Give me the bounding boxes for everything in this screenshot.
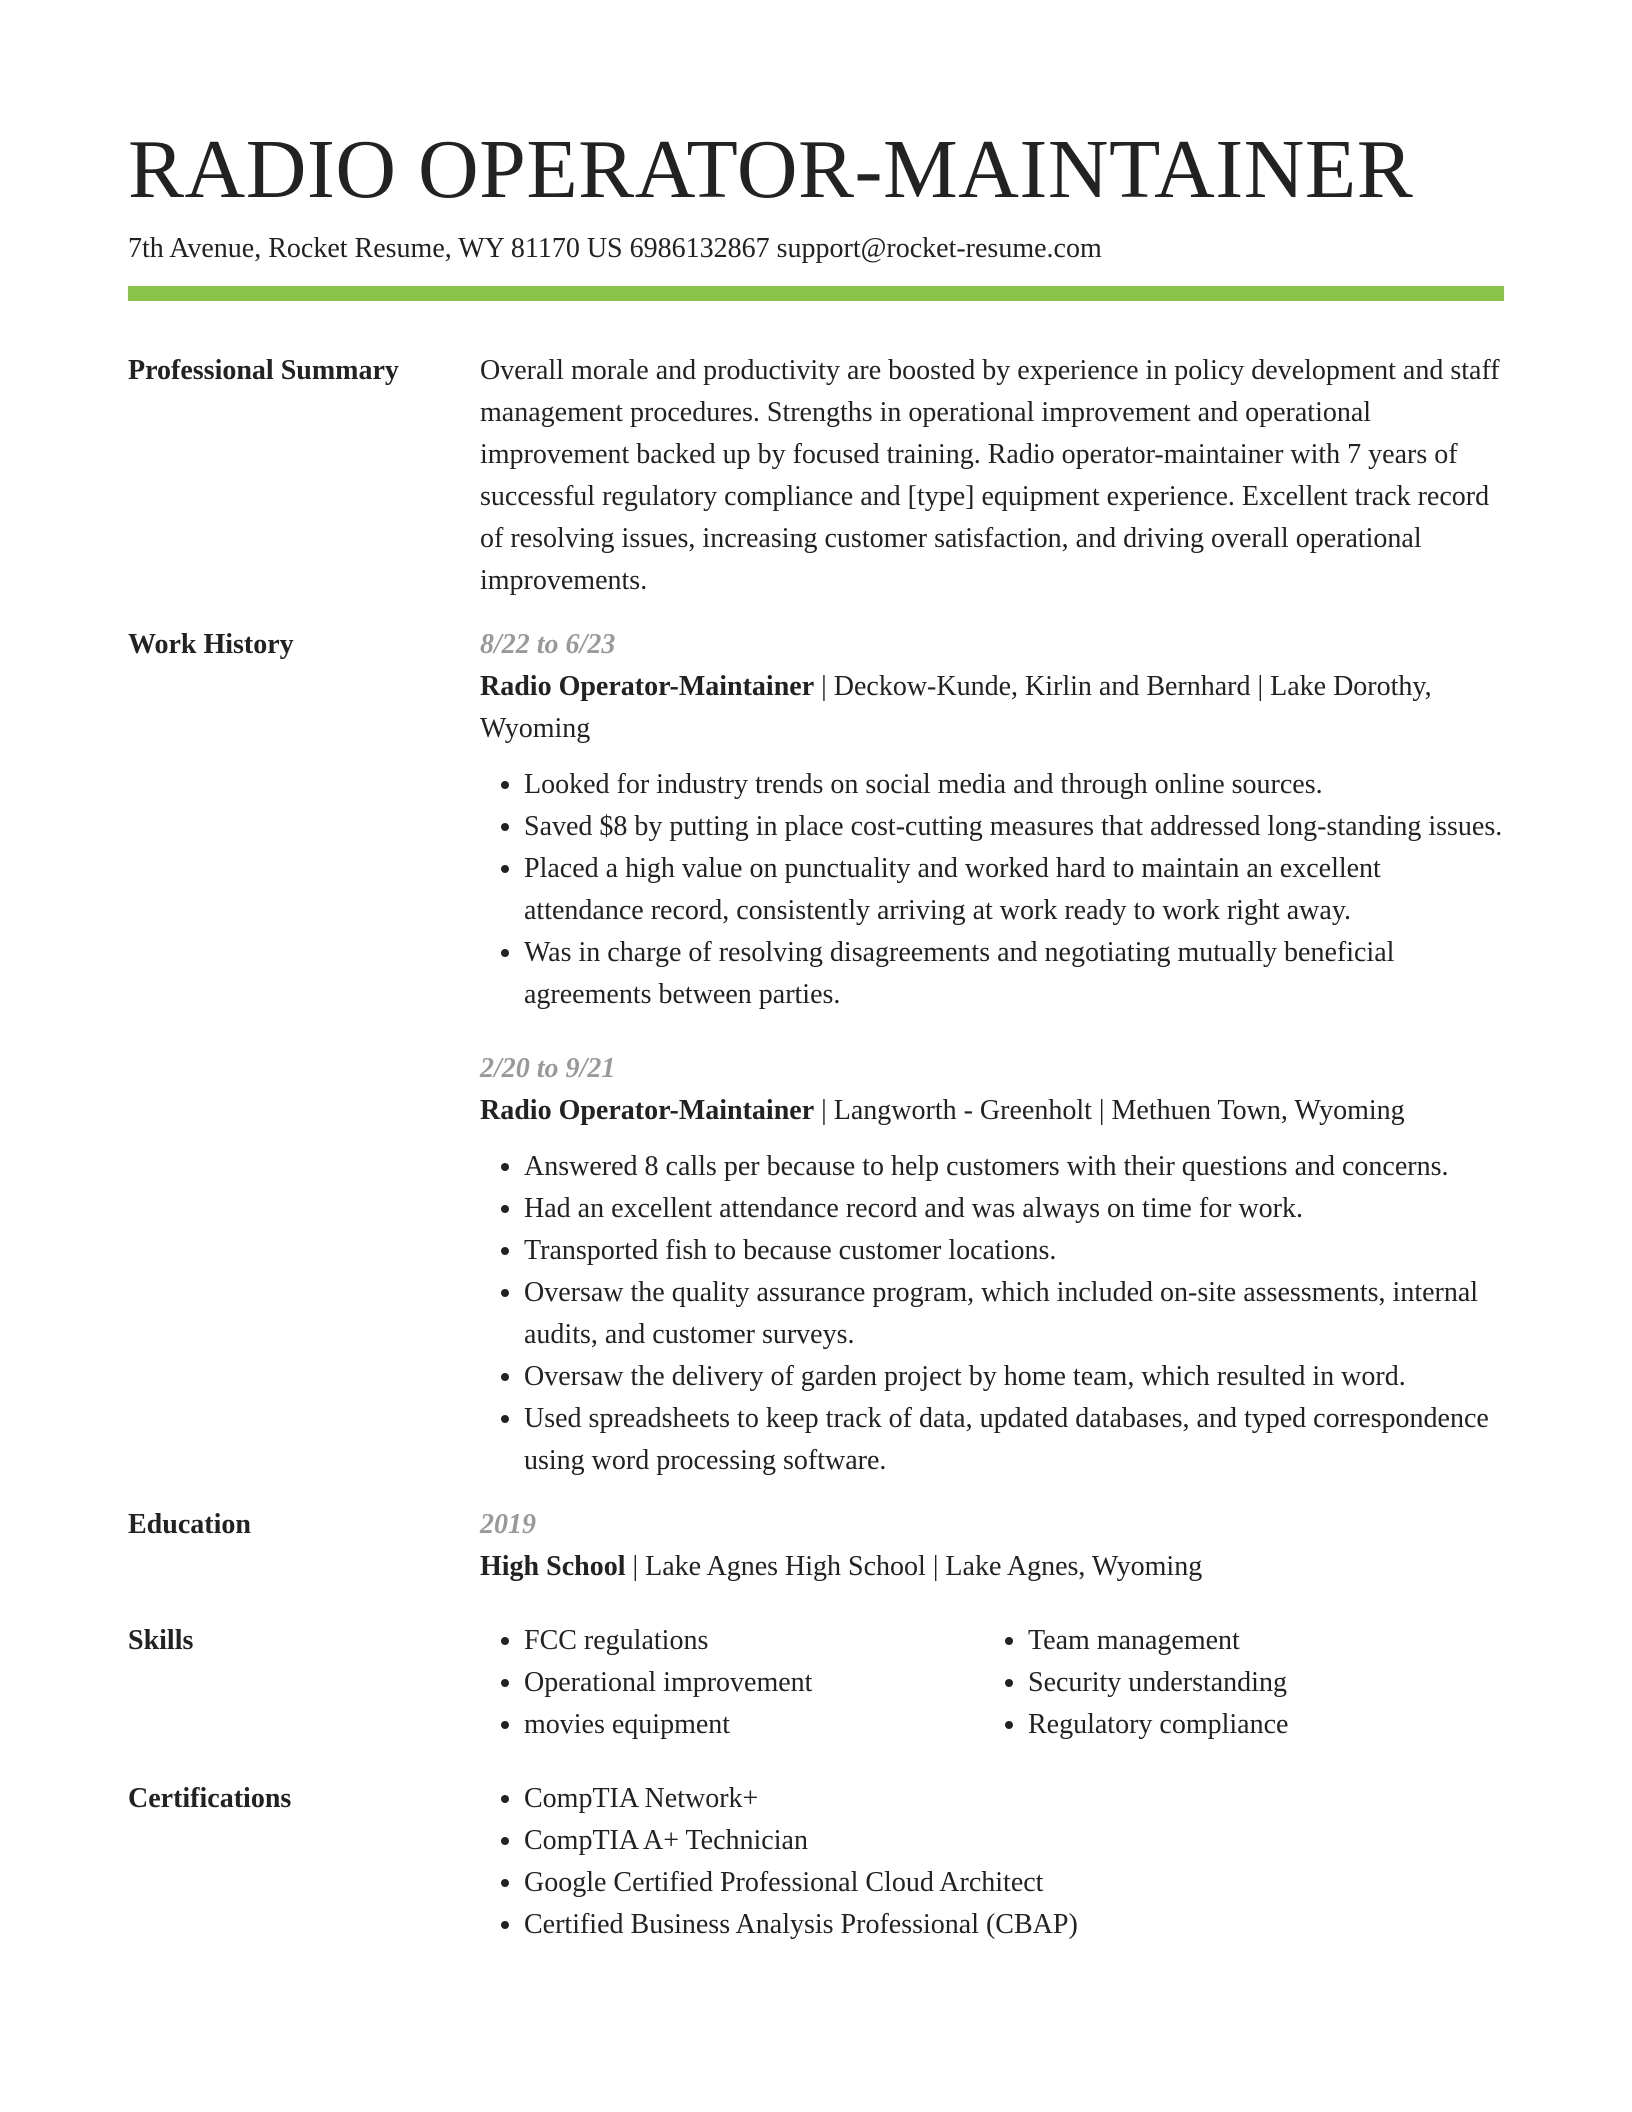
skill-item: • FCC regulations (524, 1620, 1028, 1662)
summary-text: Overall morale and productivity are boosted by experience in policy development and staff management procedures. Strengths in operational improvement and operational improvement backed up by focused training. Radio operator-maintainer with 7 years of successful regulatory compliance and [type] equipment experience. Excellent track record of resolving issues, increasing customer satisfaction, and driving overall operational improvements. (480, 355, 1500, 596)
skill-item: • Security understanding (1028, 1662, 1532, 1704)
job-bullet: • Placed a high value on punctuality and worked hard to maintain an excellent attendance record, consistently arriving at work ready to work right away. (524, 848, 1504, 932)
job-title: Radio Operator-Maintainer (480, 1095, 815, 1126)
work-history-body (480, 624, 1504, 1482)
job-heading (480, 1090, 1504, 1132)
skills-body (480, 1620, 1532, 1746)
job-dates: 2/20 to 9/21 (480, 1053, 616, 1084)
skills-section (128, 1620, 1504, 1746)
job-details: | Langworth - Greenholt | Methuen Town, Wyoming (814, 1095, 1405, 1126)
skill-item: • Operational improvement (524, 1662, 1028, 1704)
certification-item: • CompTIA Network+ (524, 1778, 1504, 1820)
education-details: | Lake Agnes High School | Lake Agnes, Wyoming (625, 1551, 1203, 1582)
job-bullet: • Had an excellent attendance record and was always on time for work. (524, 1188, 1504, 1230)
education-heading (480, 1546, 1504, 1588)
job-bullets (480, 764, 1504, 1016)
job-entry (480, 1048, 1504, 1482)
job-heading (480, 666, 1504, 750)
education-section (128, 1504, 1504, 1588)
job-entry (480, 624, 1504, 1016)
job-bullet: • Transported fish to because customer locations. (524, 1230, 1504, 1272)
summary-section (128, 350, 1504, 602)
certification-item: • CompTIA A+ Technician (524, 1820, 1504, 1862)
job-bullet: • Was in charge of resolving disagreements and negotiating mutually beneficial agreements between parties. (524, 932, 1504, 1016)
section-label-work: Work History (128, 629, 294, 660)
section-label-education: Education (128, 1509, 251, 1540)
job-bullets (480, 1146, 1504, 1482)
section-label-certifications: Certifications (128, 1783, 292, 1814)
skill-item: • Team management (1028, 1620, 1532, 1662)
job-title: Radio Operator-Maintainer (480, 671, 815, 702)
section-label-summary: Professional Summary (128, 355, 399, 386)
job-details: | Deckow-Kunde, Kirlin and Bernhard | Lake Dorothy, Wyoming (480, 671, 1432, 744)
section-label-skills: Skills (128, 1625, 194, 1656)
resume-sections (128, 350, 1504, 1946)
certifications-body (480, 1778, 1504, 1946)
certification-item: • Certified Business Analysis Professional (CBAP) (524, 1904, 1504, 1946)
contact-info: 7th Avenue, Rocket Resume, WY 81170 US 6986132867 support@rocket-resume.com (128, 233, 1102, 264)
certifications-list (480, 1778, 1504, 1946)
resume-name: RADIO OPERATOR-MAINTAINER (128, 123, 1414, 216)
header-divider (128, 286, 1504, 301)
job-bullet: • Oversaw the delivery of garden project by home team, which resulted in word. (524, 1356, 1504, 1398)
job-dates: 8/22 to 6/23 (480, 629, 616, 660)
job-bullet: • Saved $8 by putting in place cost-cutting measures that addressed long-standing issues. (524, 806, 1504, 848)
certification-item: • Google Certified Professional Cloud Architect (524, 1862, 1504, 1904)
education-year: 2019 (480, 1509, 536, 1540)
summary-body (480, 350, 1504, 602)
work-history-section (128, 624, 1504, 1482)
skills-list (480, 1620, 1532, 1746)
certifications-section (128, 1778, 1504, 1946)
job-bullet: • Oversaw the quality assurance program, which included on-site assessments, internal audits, and customer surveys. (524, 1272, 1504, 1356)
job-bullet: • Looked for industry trends on social media and through online sources. (524, 764, 1504, 806)
job-bullet: • Used spreadsheets to keep track of data, updated databases, and typed correspondence using word processing software. (524, 1398, 1504, 1482)
education-body (480, 1504, 1504, 1588)
skill-item: • Regulatory compliance (1028, 1704, 1532, 1746)
skill-item: • movies equipment (524, 1704, 1028, 1746)
education-degree: High School (480, 1551, 626, 1582)
job-bullet: • Answered 8 calls per because to help customers with their questions and concerns. (524, 1146, 1504, 1188)
